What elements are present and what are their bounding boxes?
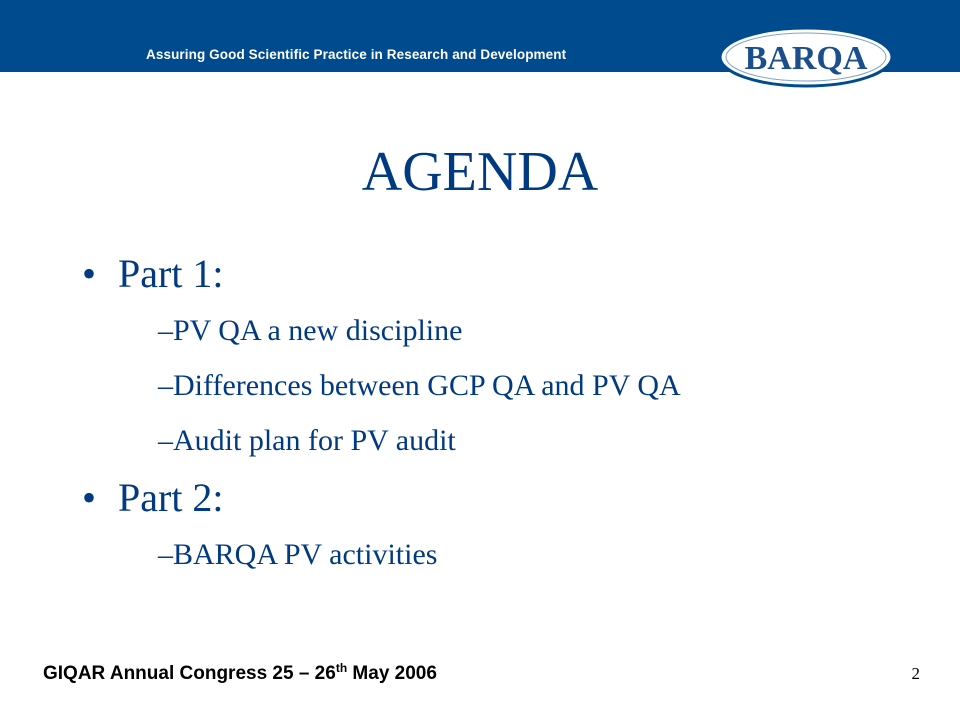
section-part-1 [82,250,224,298]
section-label: Part 2: [118,475,224,520]
barqa-logo [716,26,896,88]
logo-text: BARQA [744,40,868,77]
section-part-2 [82,474,224,522]
header-tagline: Assuring Good Scientific Practice in Research and Development [146,47,567,62]
footer-text-end: May 2006 [347,663,437,684]
agenda-item: –BARQA PV activities [158,538,438,571]
agenda-item: –Differences between GCP QA and PV QA [158,369,681,402]
section-label: Part 1: [118,251,224,296]
bullet-dot: • [82,251,97,296]
page-number: 2 [911,664,920,683]
agenda-item: –PV QA a new discipline [158,314,463,347]
footer-event [43,661,437,685]
footer-superscript: th [335,661,348,675]
footer-text: GIQAR Annual Congress 25 – 26 [43,663,336,684]
bullet-dot: • [82,475,97,520]
agenda-item: –Audit plan for PV audit [158,424,456,457]
slide-title: AGENDA [361,141,599,203]
